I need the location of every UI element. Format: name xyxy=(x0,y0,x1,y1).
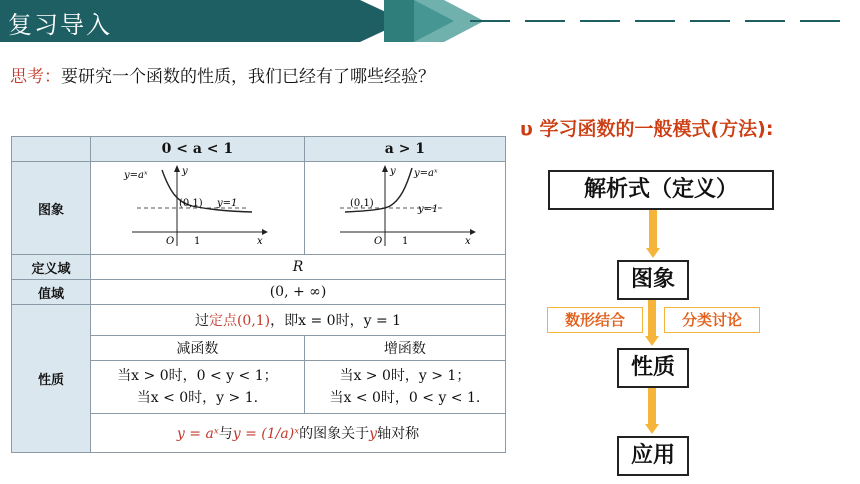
method-title-text: 学习函数的一般模式(方法): xyxy=(539,118,774,140)
graph-cell-right xyxy=(304,162,505,255)
question-label: 思考： xyxy=(10,67,61,87)
increasing-exponential-graph xyxy=(330,162,480,250)
header-dash xyxy=(635,20,675,22)
x-label: x xyxy=(257,236,264,247)
domain-value: R xyxy=(91,255,506,280)
graph-cell-left xyxy=(91,162,305,255)
y-label: y xyxy=(182,166,189,177)
down-arrow-icon xyxy=(645,300,659,346)
symmetry-mid1: 与 xyxy=(218,426,233,442)
origin-label: O xyxy=(373,236,383,247)
down-arrow-icon xyxy=(646,210,660,258)
tag-case-discussion: 分类讨论 xyxy=(664,307,760,333)
symmetry-eq1: y = aˣ xyxy=(176,426,219,442)
row-label-range: 值域 xyxy=(12,280,91,305)
fixed-point-post: ，即x = 0时，y = 1 xyxy=(270,313,402,329)
one-label: 1 xyxy=(401,236,409,247)
x-axis-arrow xyxy=(262,229,268,235)
header-dash xyxy=(800,20,840,22)
exponential-function-table xyxy=(11,136,506,453)
header-dash xyxy=(745,20,785,22)
row-label-domain: 定义域 xyxy=(12,255,91,280)
step-definition: 解析式（定义） xyxy=(548,170,774,210)
curve xyxy=(162,170,252,212)
conditions-right xyxy=(304,361,505,414)
curve-label: y=aˣ xyxy=(413,168,438,179)
left-condition-1: 当x > 0时，0 < y < 1； xyxy=(117,368,278,384)
origin-label: O xyxy=(166,236,175,247)
y-label: y xyxy=(389,166,396,177)
symmetry-mid2: 的图象关于 xyxy=(299,426,370,442)
row-label-graph: 图象 xyxy=(12,162,91,255)
thinking-question xyxy=(10,62,435,87)
fixed-point-red: 定点(0,1) xyxy=(208,313,271,329)
asymptote-label: y=1 xyxy=(417,204,439,215)
fixed-point-cell xyxy=(91,305,506,336)
table-corner xyxy=(12,137,91,162)
monotone-right: 增函数 xyxy=(304,336,505,361)
y-axis-arrow xyxy=(382,165,388,172)
bullet-icon: υ xyxy=(520,118,533,140)
step-graph: 图象 xyxy=(617,260,689,300)
step-application: 应用 xyxy=(617,436,689,476)
x-axis-arrow xyxy=(470,229,476,235)
asymptote-label: y=1 xyxy=(217,198,238,209)
right-condition-2: 当x < 0时，0 < y < 1. xyxy=(329,390,481,406)
x-label: x xyxy=(464,236,471,247)
range-value: (0, + ∞) xyxy=(91,280,506,305)
tag-number-shape: 数形结合 xyxy=(547,307,643,333)
header-dash xyxy=(580,20,620,22)
down-arrow-icon xyxy=(645,388,659,434)
symmetry-eq2: y = (1/a)ˣ xyxy=(232,426,300,442)
header-dash xyxy=(470,20,510,22)
point-label: (0,1) xyxy=(179,198,204,209)
page-title: 复习导入 xyxy=(8,11,112,39)
right-condition-1: 当x > 0时，y > 1； xyxy=(339,368,471,384)
question-text: 要研究一个函数的性质，我们已经有了哪些经验？ xyxy=(61,67,435,87)
symmetry-cell xyxy=(91,414,506,453)
row-label-property: 性质 xyxy=(12,305,91,453)
col-header-left: 0 < a < 1 xyxy=(91,137,305,162)
point-label: (0,1) xyxy=(349,198,374,209)
conditions-left xyxy=(91,361,305,414)
step-property: 性质 xyxy=(617,348,689,388)
decreasing-exponential-graph xyxy=(122,162,272,250)
monotone-left: 减函数 xyxy=(91,336,305,361)
one-label: 1 xyxy=(194,236,201,247)
fixed-point-pre: 过 xyxy=(194,313,209,329)
col-header-right: a > 1 xyxy=(304,137,505,162)
curve-label: y=aˣ xyxy=(124,170,148,181)
y-axis-arrow xyxy=(174,165,180,172)
method-title xyxy=(520,114,773,141)
left-condition-2: 当x < 0时，y > 1. xyxy=(136,390,259,406)
symmetry-end: 轴对称 xyxy=(377,426,420,442)
header-dash xyxy=(690,20,730,22)
header-dash xyxy=(525,20,565,22)
symmetry-axis: y xyxy=(369,426,378,442)
